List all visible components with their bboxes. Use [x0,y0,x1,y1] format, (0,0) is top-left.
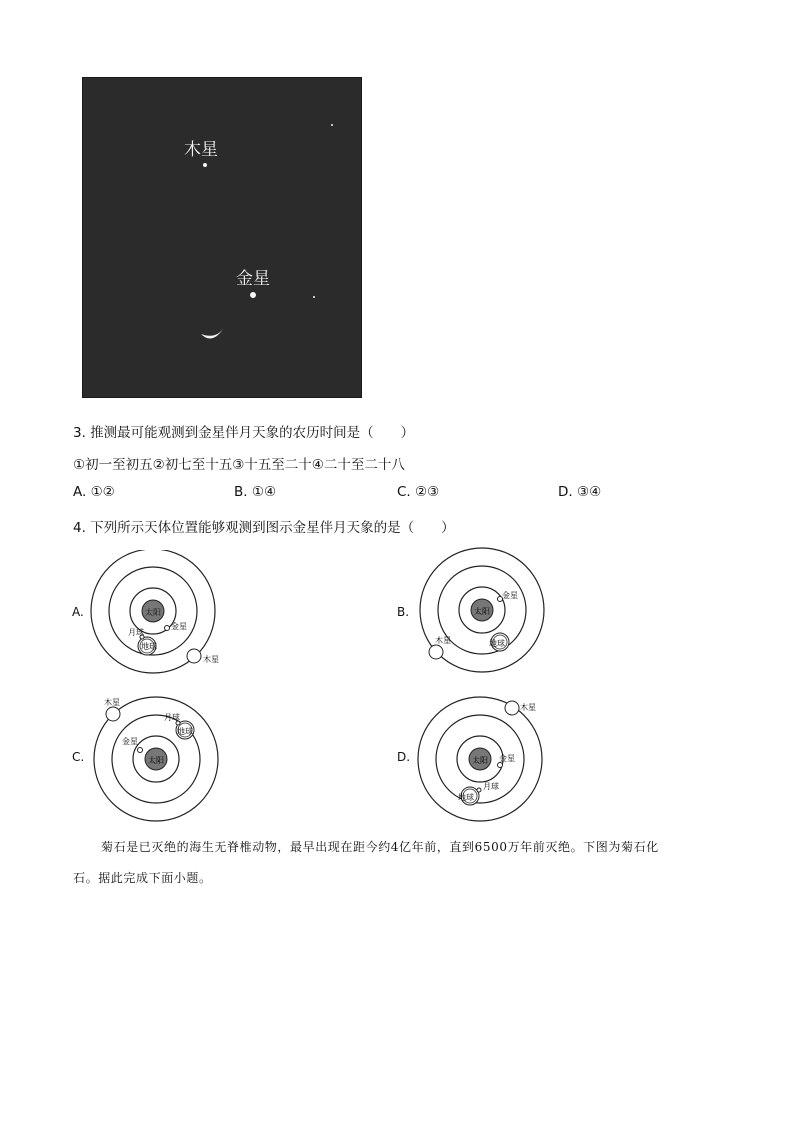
jupiter-label: 木星 [435,636,451,645]
sun-label: 太阳 [474,607,490,616]
faint-star [331,124,333,126]
venus-label: 金星 [502,591,518,600]
jupiter-label: 木星 [104,698,120,707]
moon-icon [477,788,481,792]
q4-option-d-letter[interactable]: D. [397,750,411,764]
q4-stem: 4. 下列所示天体位置能够观测到图示金星伴月天象的是（ ） [73,520,455,536]
q4-option-c-letter[interactable]: C. [72,750,85,764]
venus-label: 金星 [236,269,270,289]
venus-dot [250,292,256,298]
q3-option-c[interactable]: C. ②③ [397,484,440,500]
earth-label: 地球 [177,727,193,736]
venus-label: 金星 [171,622,187,631]
venus-label: 金星 [122,737,138,746]
orbit-diagram-b[interactable] [415,545,555,680]
q3-stem: 3. 推测最可能观测到金星伴月天象的农历时间是（ ） [73,425,415,441]
sun-label: 太阳 [145,608,161,617]
faint-star [313,296,315,298]
q3-option-d[interactable]: D. ③④ [558,484,602,500]
earth-label: 地球 [458,793,474,802]
q3-option-b[interactable]: B. ①④ [234,484,277,500]
earth-label: 地球 [141,642,157,651]
q4-option-b-letter[interactable]: B. [397,605,410,619]
jupiter-label: 木星 [203,655,219,664]
moon-label: 月球 [128,628,144,637]
orbit-diagram-d[interactable] [415,695,560,825]
jupiter-dot [203,163,207,167]
jupiter-label: 木星 [184,140,218,160]
venus-label: 金星 [499,754,515,763]
passage-line-2: 石。据此完成下面小题。 [73,871,212,885]
moon-label: 月球 [483,782,499,791]
q4-option-a-letter[interactable]: A. [72,605,84,619]
venus-icon [498,763,503,768]
jupiter-icon [187,649,201,663]
sun-label: 太阳 [148,756,164,765]
jupiter-icon [106,707,120,721]
orbit-diagram-a[interactable] [90,550,230,680]
venus-icon [138,748,143,753]
q3-option-a[interactable]: A. ①② [73,484,115,500]
night-sky-photo [82,77,362,398]
jupiter-icon [429,645,443,659]
moon-label: 月球 [164,713,180,722]
orbit-diagram-c[interactable] [88,692,228,827]
jupiter-icon [505,701,519,715]
q3-items: ①初一至初五②初七至十五③十五至二十④二十至二十八 [73,457,405,473]
jupiter-label: 木星 [520,703,536,712]
sun-label: 太阳 [472,756,488,765]
venus-icon [165,626,170,631]
passage-line-1: 菊石是已灭绝的海生无脊椎动物，最早出现在距今约4亿年前，直到6500万年前灭绝。下图为菊石化 [101,840,659,854]
crescent-moon-icon [195,318,231,346]
earth-label: 地球 [489,639,505,648]
